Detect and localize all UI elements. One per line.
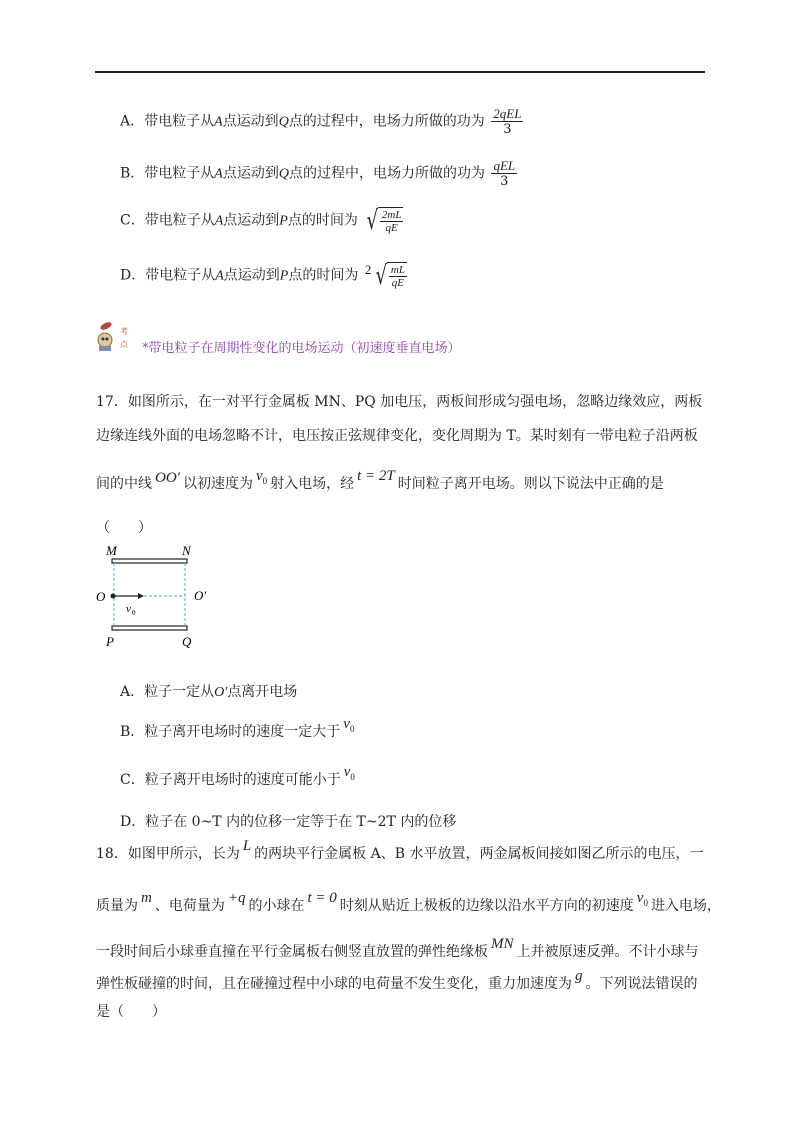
option-17-b: B．粒子离开电场时的速度一定大于 $v_0$: [120, 716, 355, 740]
option-17-c: C．粒子离开电场时的速度可能小于 $v_0$: [120, 764, 355, 788]
q17-line-3: 间的中线 OO′ 以初速度为 $v_0$ 射入电场，经 t = 2T 时间粒子离开电场。则以下说法中正确的是: [96, 468, 664, 492]
arrow-head-icon: [138, 593, 144, 599]
kaodian-badge-icon: [94, 320, 138, 354]
label-o-prime: O′: [194, 588, 207, 603]
label-v: v: [126, 603, 131, 615]
parallel-plates-diagram: [94, 540, 224, 650]
q18-line-4: 弹性板碰撞的时间，且在碰撞过程中小球的电荷量不发生变化，重力加速度为 g 。下列说法错误的: [96, 968, 698, 992]
label-v-sub: 0: [132, 609, 136, 617]
option-17-a: A．粒子一定从O′点离开电场: [120, 684, 298, 700]
label-o: O: [96, 589, 106, 604]
option-16-b: B．带电粒子从A点运动到Q点的过程中，电场力所做的功为 $\frac{\text{qEL}}{3}$: [120, 158, 516, 189]
square-root: √ $\frac{2mL}{qE}$: [366, 205, 402, 236]
q17-line-1: 17．如图所示，在一对平行金属板 MN、PQ 加电压，两板间形成匀强电场，忽略边缘效应，两板: [96, 394, 703, 410]
option-16-a: A．带电粒子从A点运动到Q点的过程中，电场力所做的功为 $\frac{\text{2qEL}}{3}$: [120, 106, 522, 137]
label-n: N: [182, 543, 191, 558]
fraction: $\frac{\text{2qEL}}{3}$: [493, 106, 522, 137]
square-root: √ $\frac{mL}{qE}$: [375, 260, 405, 291]
option-17-d: D．粒子在 0~T 内的位移一定等于在 T~2T 内的位移: [120, 814, 457, 830]
q18-line-1: 18．如图甲所示，长为 L 的两块平行金属板 A、B 水平放置，两金属板间接如图乙所示的电压，一: [96, 838, 704, 862]
plate-mn: [112, 559, 187, 563]
q18-line-5: 是（ ）: [96, 1004, 166, 1020]
label-q: Q: [182, 634, 192, 649]
option-16-d: D．带电粒子从A点运动到P点的时间为 2 √ $\frac{mL}{qE}$: [120, 260, 405, 291]
q17-answer-paren: （ ）: [96, 520, 152, 536]
svg-text:考: 考: [120, 327, 128, 336]
particle-dot: [111, 594, 116, 599]
header-rule: [95, 71, 705, 73]
q18-line-2: 质量为 m 、电荷量为 +q 的小球在 t = 0 时刻从贴近上极板的边缘以沿水平方向的初速度 $v_0$ 进入电场，: [96, 890, 721, 914]
q18-line-3: 一段时间后小球垂直撞在平行金属板右侧竖直放置的弹性绝缘板 MN 上并被原速反弹。不计小球与: [96, 936, 699, 960]
q17-line-2: 边缘连线外面的电场忽略不计，电压按正弦规律变化，变化周期为 T。某时刻有一带电粒子沿两板: [96, 428, 698, 444]
fraction: $\frac{\text{qEL}}{3}$: [493, 158, 516, 189]
label-p: P: [106, 634, 114, 649]
plate-pq: [112, 626, 187, 630]
svg-text:点: 点: [120, 340, 128, 349]
label-m: M: [106, 543, 117, 558]
option-16-c: C．带电粒子从A点运动到P点的时间为 √ $\frac{2mL}{qE}$: [120, 205, 402, 236]
topic-heading: 考 点 *带电粒子在周期性变化的电场运动（初速度垂直电场）: [94, 338, 461, 359]
